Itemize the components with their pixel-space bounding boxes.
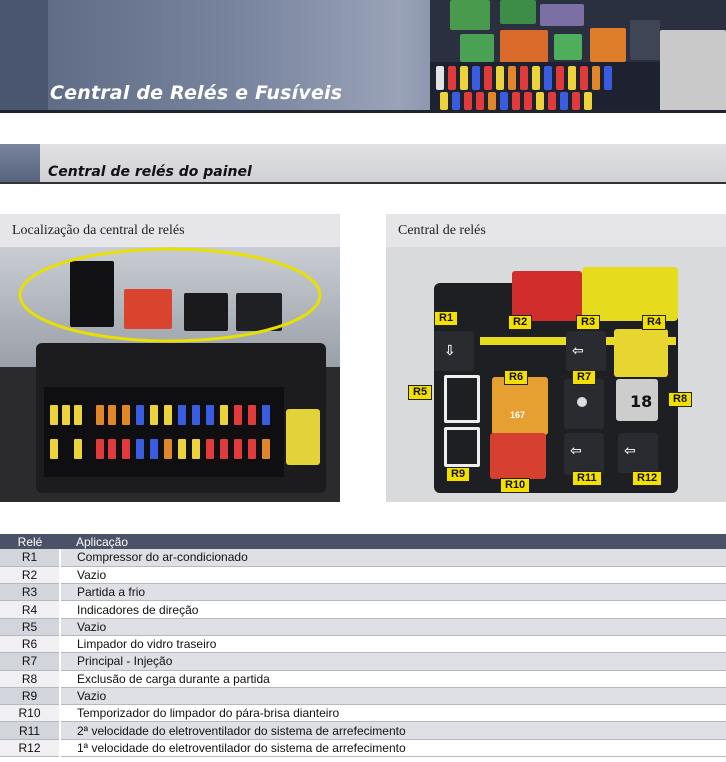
relay-label-r11: R11 <box>572 471 602 486</box>
table-header-row <box>0 534 726 549</box>
cell-application: Limpador do vidro traseiro <box>60 635 726 652</box>
section-accent <box>0 144 40 184</box>
page-title: Central de Relés e Fusíveis <box>50 82 343 104</box>
cell-relay: R3 <box>0 584 60 601</box>
cell-relay: R7 <box>0 653 60 670</box>
left-panel-label: Localização da central de relés <box>12 223 185 238</box>
column-header-rele: Relé <box>0 534 60 549</box>
cell-application: Vazio <box>60 687 726 704</box>
right-panel-label: Central de relés <box>398 223 486 238</box>
relay-box-photo <box>386 247 726 502</box>
column-header-aplicacao: Aplicação <box>60 534 726 549</box>
relay-label-r4: R4 <box>642 315 666 330</box>
cell-relay: R9 <box>0 687 60 704</box>
relay-label-r12: R12 <box>632 471 662 486</box>
relay-r6-value: 167 <box>510 410 526 420</box>
table-row <box>0 739 726 756</box>
cell-relay: R1 <box>0 549 60 566</box>
cell-application: Partida a frio <box>60 584 726 601</box>
relay-label-r2: R2 <box>508 315 532 330</box>
cell-application: Temporizador do limpador do pára-brisa dianteiro <box>60 705 726 722</box>
section-title: Central de relés do painel <box>48 164 252 180</box>
cell-relay: R12 <box>0 739 60 756</box>
relay-r4 <box>614 329 668 377</box>
cell-application: Vazio <box>60 566 726 583</box>
table-row <box>0 635 726 652</box>
cell-application: Exclusão de carga durante a partida <box>60 670 726 687</box>
indicator-dot-icon <box>577 397 587 407</box>
relay-label-r10: R10 <box>500 478 530 493</box>
relay-table <box>0 534 726 757</box>
banner-accent <box>0 0 48 113</box>
relay-label-r5: R5 <box>408 385 432 400</box>
relay-r10 <box>490 433 546 479</box>
cell-relay: R6 <box>0 635 60 652</box>
cell-relay: R5 <box>0 618 60 635</box>
table-row <box>0 722 726 739</box>
arrow-left-icon: ⇦ <box>624 443 636 459</box>
cell-application: Compressor do ar-condicionado <box>60 549 726 566</box>
relay-r8-value: 18 <box>630 392 653 411</box>
arrow-left-icon: ⇦ <box>570 443 582 459</box>
arrow-down-icon: ⇩ <box>444 343 456 359</box>
relay-label-r8: R8 <box>668 392 692 407</box>
cell-relay: R2 <box>0 566 60 583</box>
arrow-left-icon: ⇦ <box>572 343 584 359</box>
relay-location-photo <box>0 247 340 502</box>
table-row <box>0 687 726 704</box>
relay-r5-socket <box>444 375 480 423</box>
table-row <box>0 618 726 635</box>
relay-label-r3: R3 <box>576 315 600 330</box>
relay-r9-socket <box>444 427 480 467</box>
cell-relay: R8 <box>0 670 60 687</box>
relay-label-r6: R6 <box>504 370 528 385</box>
cell-application: 1ª velocidade do eletroventilador do sistema de arrefecimento <box>60 739 726 756</box>
cell-relay: R4 <box>0 601 60 618</box>
table-row <box>0 584 726 601</box>
table-row <box>0 705 726 722</box>
table-row <box>0 670 726 687</box>
section-divider <box>0 182 726 184</box>
relay-label-r9: R9 <box>446 467 470 482</box>
banner-photo <box>430 0 726 113</box>
cell-relay: R10 <box>0 705 60 722</box>
cell-application: Indicadores de direção <box>60 601 726 618</box>
table-row <box>0 566 726 583</box>
cell-application: 2ª velocidade do eletroventilador do sistema de arrefecimento <box>60 722 726 739</box>
table-row <box>0 601 726 618</box>
cell-application: Vazio <box>60 618 726 635</box>
table-row <box>0 653 726 670</box>
banner-divider <box>0 110 726 113</box>
cell-relay: R11 <box>0 722 60 739</box>
relay-label-r7: R7 <box>572 370 596 385</box>
header-banner <box>0 0 726 113</box>
cell-application: Principal - Injeção <box>60 653 726 670</box>
table-row <box>0 549 726 566</box>
relay-label-r1: R1 <box>434 311 458 326</box>
relay-r6 <box>492 377 548 435</box>
